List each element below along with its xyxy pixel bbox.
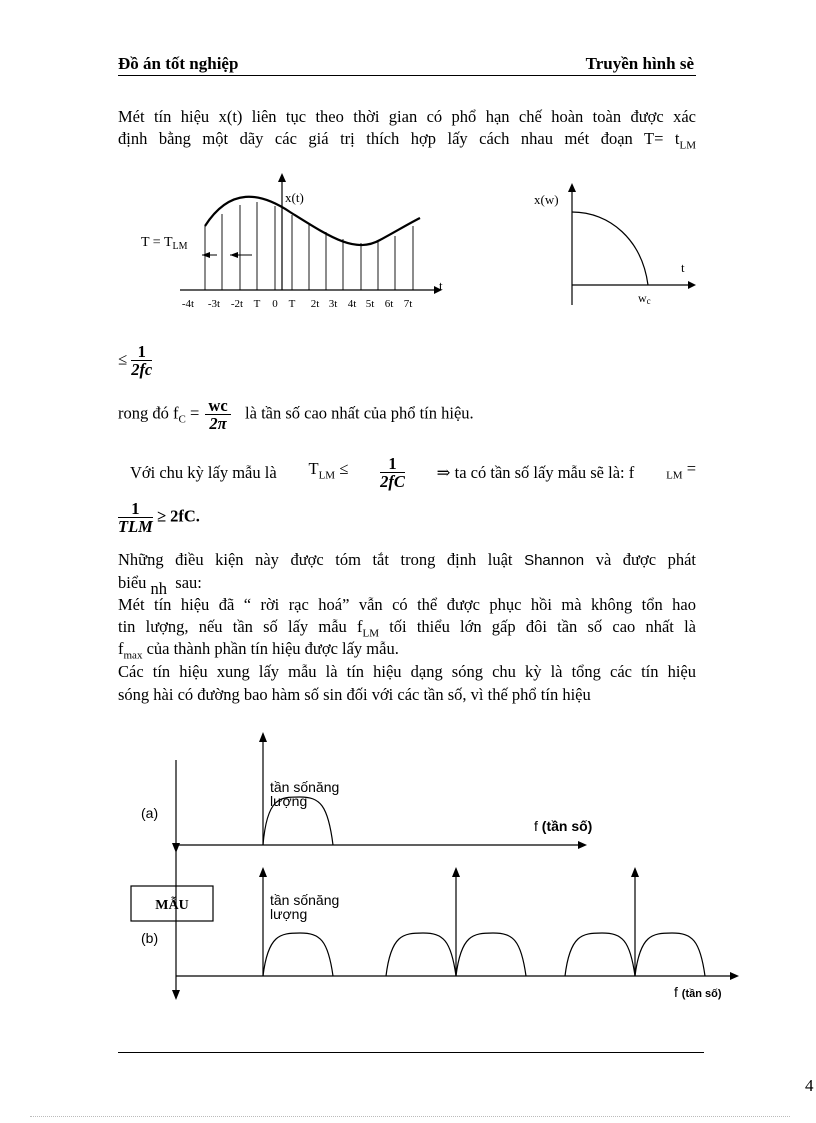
figure-spectrum	[530, 180, 700, 315]
fig1-tick: T	[288, 298, 296, 310]
fig1-y-arrow	[278, 173, 286, 182]
fig3-energy-a: tần sốnăng	[270, 779, 340, 795]
sampling-period-line: Với chu kỳ lấy mẫu là $T_{LM}$ ≤ $\frac{1}{2fC}$ ⇒ ta có tần số lấy mẫu sẽ là: f $_{LM}$ =	[130, 454, 696, 491]
page-number: 4	[805, 1076, 814, 1095]
fig1-tick: -4t	[181, 298, 195, 310]
fig3-b-lobe-3	[456, 933, 526, 976]
fig3-label-a: (a)	[141, 805, 159, 821]
fig1-tick: -2t	[230, 298, 244, 310]
fig1-tick: 3t	[328, 298, 338, 310]
fig1-tick: -3t	[207, 298, 221, 310]
fig2-y-label: x(w)	[534, 192, 559, 207]
fig3-b-lobe-5	[635, 933, 705, 976]
intro-line-2: định bằng một dãy các giá trị thích hợp lấy cách nhau mét đoạn $T= t_{LM}$	[118, 129, 696, 152]
fig3-energy-a2: lượng	[270, 793, 308, 809]
fig3-label-b: (b)	[141, 930, 159, 946]
fig1-signal-curve	[205, 197, 420, 245]
fig1-y-label: x(t)	[285, 190, 304, 205]
fig3-sample-box-label: MẪU	[155, 898, 189, 913]
fig1-tick: 5t	[365, 298, 375, 310]
fig1-tick: 7t	[403, 298, 413, 310]
fig2-spectrum-curve	[572, 212, 648, 285]
fig1-tick: 4t	[347, 298, 357, 310]
fig2-x-label: t	[681, 260, 685, 275]
page-bottom-divider	[30, 1116, 790, 1117]
shannon-line-5: $f_{max}$ của thành phần tín hiệu được lấy mẫu.	[118, 639, 399, 662]
fig3-f-a: f (tần số)	[534, 818, 593, 834]
header-left: Đồ án tốt nghiệp	[118, 54, 239, 73]
fig3-f-b: f (tần số)	[674, 984, 722, 1000]
fig2-cut-label: wc	[638, 291, 651, 306]
fig3-energy-b: tần sốnăng	[270, 892, 340, 908]
fig3-b-lobe-1	[263, 933, 333, 976]
fig1-tick: T	[253, 298, 261, 310]
fig3-b-lobe-2	[386, 933, 456, 976]
fig1-tick: 6t	[384, 298, 394, 310]
header-rule	[118, 75, 696, 76]
fc-definition: rong đó $f_C$ = $\frac{wc}{2\pi}$ là tần số cao nhất của phổ tín hiệu.	[118, 396, 474, 433]
fig3-energy-b2: lượng	[270, 906, 308, 922]
shannon-line-3: Mét tín hiệu đã “ rời rạc hoá” vẫn có thể được phục hồi mà không tổn hao	[118, 595, 696, 614]
shannon-line-7: sóng hài có đường bao hàm số sin đối với các tần số, vì thế phổ tín hiệu	[118, 685, 591, 704]
shannon-line-1: Những điều kiện này được tóm tắt trong định luật Shannon và được phát	[118, 550, 697, 569]
intro-line-1: Mét tín hiệu x(t) liên tục theo thời gian có phổ hạn chế hoàn toàn được xác	[118, 107, 696, 126]
figure-sampling-time	[130, 172, 450, 317]
fig1-sample-lines	[205, 202, 413, 290]
figure-sampled-spectrum	[120, 725, 750, 1025]
shannon-line-2: biểu nh sau:	[118, 573, 202, 598]
fig1-x-label: t	[439, 278, 443, 293]
fig3-b-lobe-4	[565, 933, 635, 976]
le-fraction: ≤ $\frac{1}{2fc}$	[118, 342, 153, 379]
fig1-t-label: $T = T_{LM}$	[141, 235, 188, 252]
shannon-line-4: tin lượng, nếu tần số lấy mẫu $f_{LM}$ tối thiểu lớn gấp đôi tần số cao nhất là	[118, 617, 697, 640]
fig1-tick: 2t	[310, 298, 320, 310]
shannon-line-6: Các tín hiệu xung lấy mẫu là tín hiệu dạng sóng chu kỳ là tổng các tín hiệu	[118, 662, 696, 681]
result-line: $\frac{1}{\text{TLM}}$ ≥ 2fC.	[118, 499, 200, 536]
footer-rule	[118, 1052, 704, 1053]
fig1-tick: 0	[272, 298, 278, 310]
header-right: Truyền hình sè	[585, 54, 694, 73]
